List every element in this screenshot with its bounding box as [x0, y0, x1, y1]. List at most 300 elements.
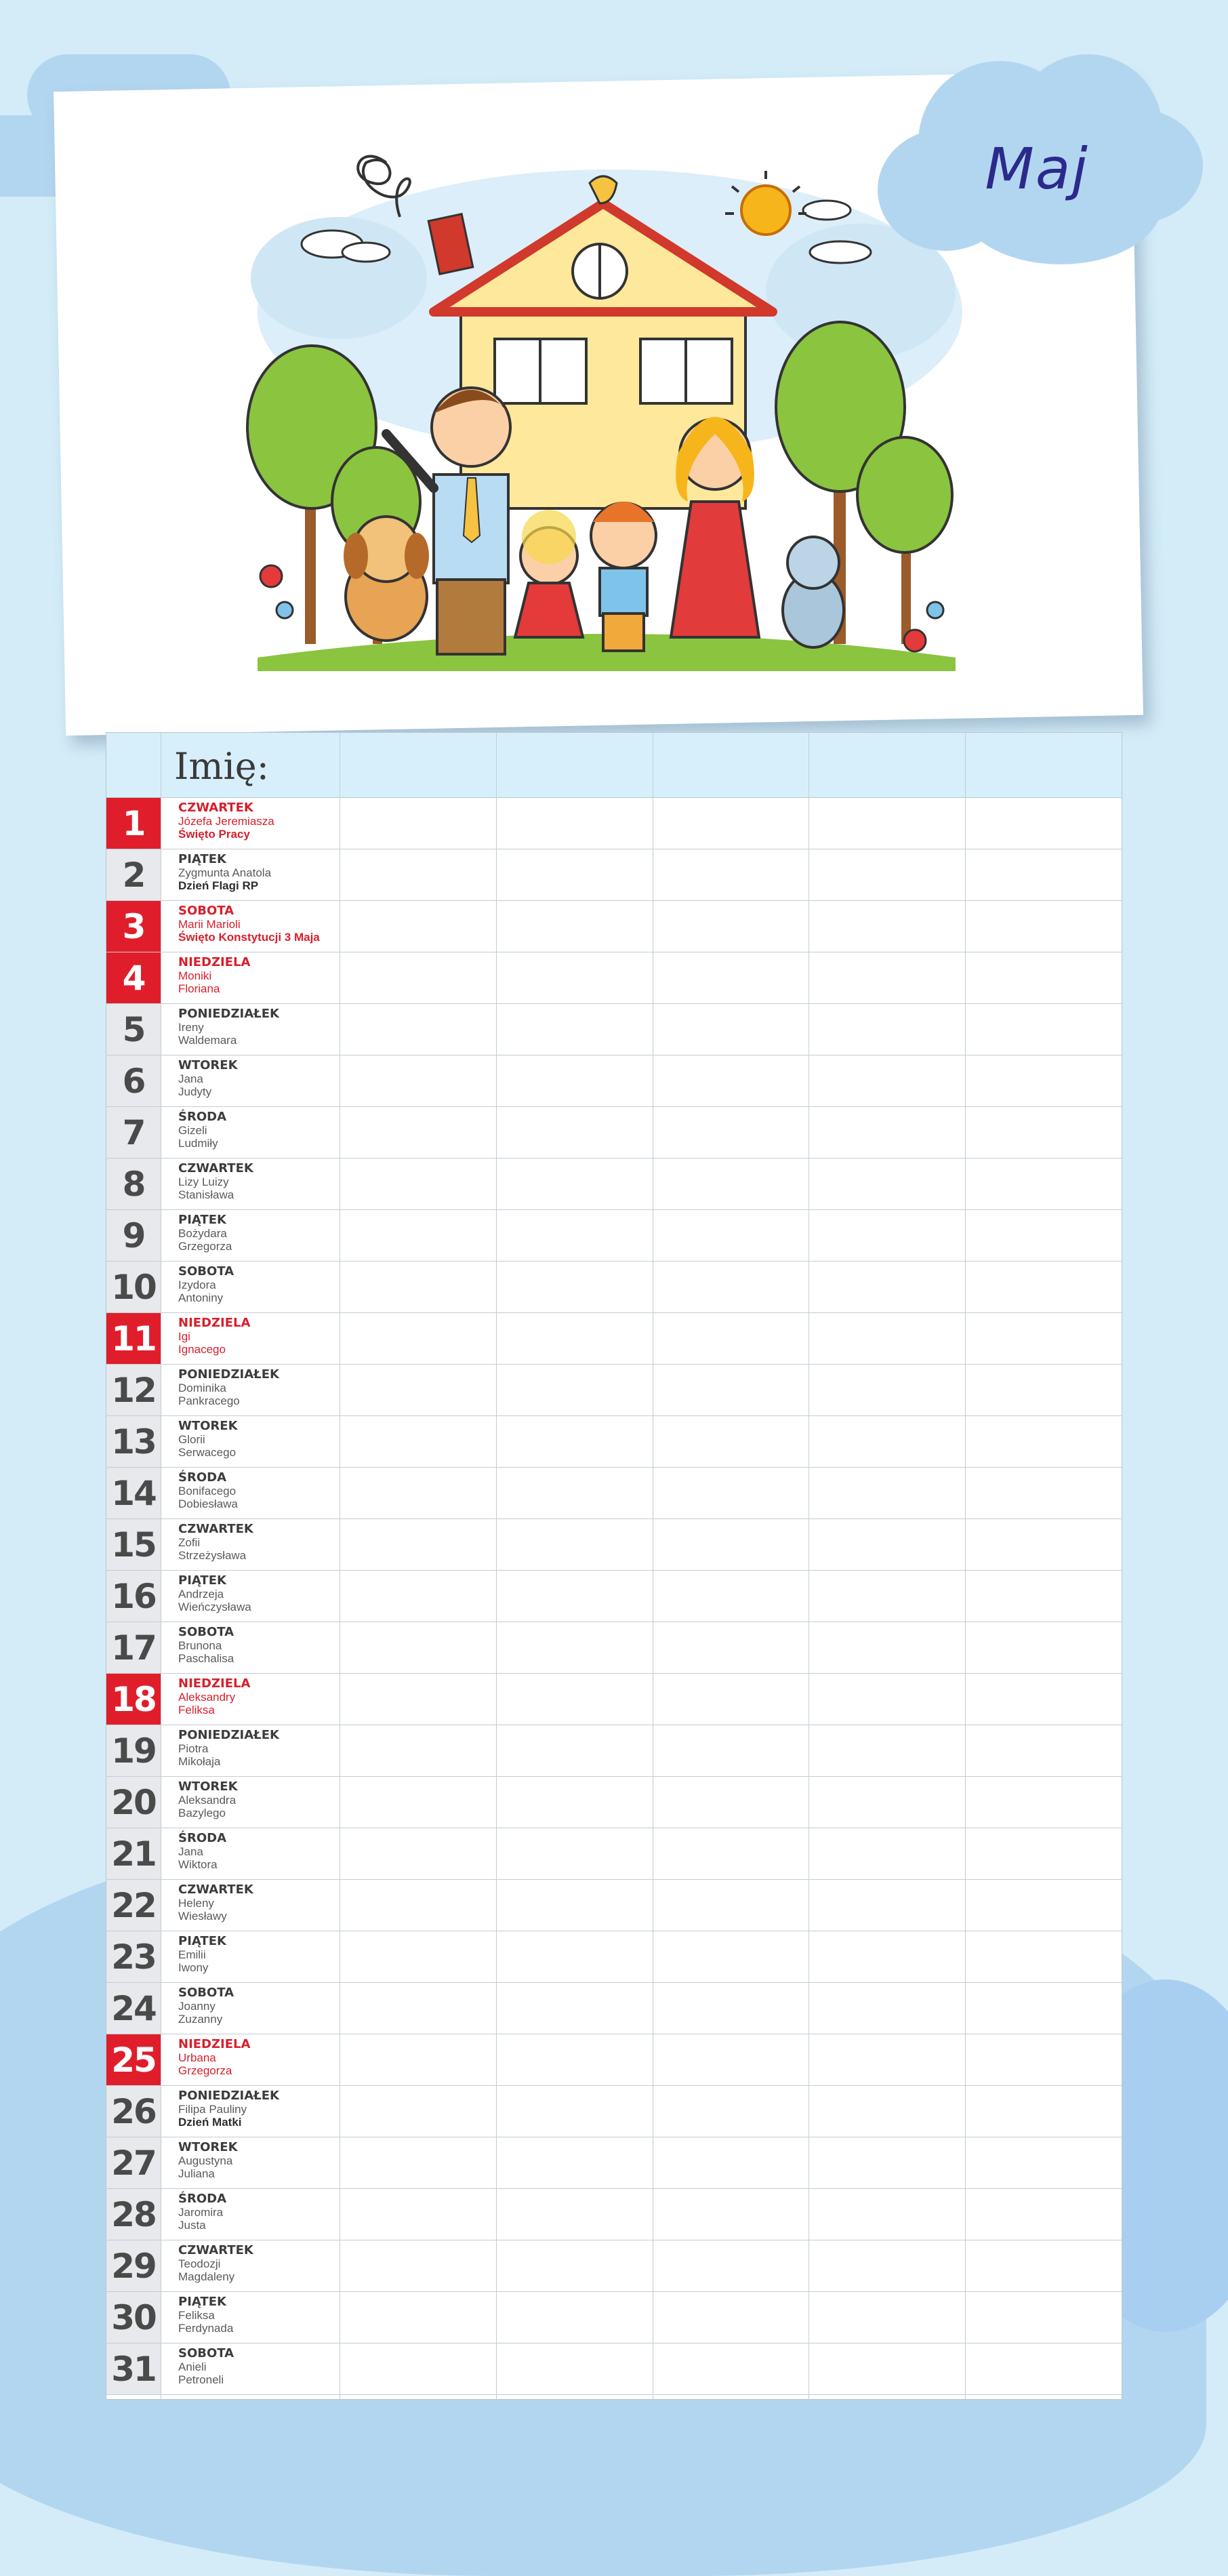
day-number: 17: [106, 1622, 161, 1673]
weekday-label: CZWARTEK: [178, 801, 253, 815]
name-day-label: Wieńczysława: [178, 1601, 251, 1613]
entry-cell[interactable]: [965, 798, 1121, 849]
day-info: [178, 2295, 341, 2335]
weekday-label: CZWARTEK: [178, 2243, 253, 2257]
entry-cell[interactable]: [653, 2137, 809, 2188]
entry-cell[interactable]: [653, 1983, 809, 2034]
entry-cell[interactable]: [965, 1210, 1121, 1261]
day-row: [106, 1159, 1122, 1210]
day-row: [106, 1725, 1122, 1777]
name-day-label: Zygmunta Anatola: [178, 866, 272, 879]
entry-cell[interactable]: [497, 901, 653, 952]
entry-cell[interactable]: [340, 798, 496, 849]
entry-cell[interactable]: [809, 2240, 965, 2291]
day-info: [178, 2346, 341, 2386]
entry-cell[interactable]: [340, 2086, 496, 2137]
entry-cell[interactable]: [809, 1519, 965, 1570]
entry-cell[interactable]: [340, 2292, 496, 2343]
entry-cell[interactable]: [497, 1159, 653, 1209]
day-number: 30: [106, 2292, 161, 2343]
name-day-label: Floriana: [178, 982, 220, 995]
day-info: [178, 2243, 341, 2283]
name-day-label: Ludmiły: [178, 1137, 218, 1150]
entry-cell[interactable]: [497, 1004, 653, 1055]
entry-cell[interactable]: [809, 1210, 965, 1261]
entry-cell[interactable]: [340, 849, 496, 900]
entry-cell[interactable]: [965, 1828, 1121, 1879]
name-day-label: Antoniny: [178, 1291, 224, 1304]
entry-cell[interactable]: [809, 1828, 965, 1879]
entry-cell[interactable]: [497, 1725, 653, 1776]
entry-cell[interactable]: [653, 1828, 809, 1879]
name-day-label: Bazylego: [178, 1807, 226, 1819]
day-info: [178, 2089, 341, 2129]
day-number: 19: [106, 1725, 161, 1776]
entry-cell[interactable]: [653, 1931, 809, 1982]
entry-cell[interactable]: [497, 1828, 653, 1879]
entry-cell[interactable]: [340, 1519, 496, 1570]
entry-cell[interactable]: [653, 1262, 809, 1312]
weekday-label: PIĄTEK: [178, 2295, 226, 2309]
name-day-label: Jana: [178, 1072, 203, 1085]
day-info: [178, 1522, 341, 1562]
name-day-label: Ferdynada: [178, 2322, 234, 2335]
entry-cell[interactable]: [497, 1777, 653, 1828]
entry-cell[interactable]: [809, 1983, 965, 2034]
day-info: [178, 1986, 341, 2026]
entry-cell[interactable]: [340, 1313, 496, 1364]
name-day-label: Paschalisa: [178, 1652, 234, 1665]
weekday-label: SOBOTA: [178, 2346, 234, 2360]
entry-cell[interactable]: [809, 1313, 965, 1364]
day-info: [178, 904, 341, 944]
entry-cell[interactable]: [497, 849, 653, 900]
entry-cell[interactable]: [809, 2189, 965, 2240]
day-number: 9: [106, 1210, 161, 1261]
name-day-label: Feliksa: [178, 1704, 215, 1716]
weekday-label: ŚRODA: [178, 1470, 226, 1485]
name-day-label: Teodozji: [178, 2257, 221, 2270]
entry-cell[interactable]: [809, 1725, 965, 1776]
weekday-label: NIEDZIELA: [178, 1316, 251, 1330]
entry-cell[interactable]: [497, 1313, 653, 1364]
entry-cell[interactable]: [340, 1107, 496, 1158]
entry-cell[interactable]: [340, 1055, 496, 1106]
entry-cell[interactable]: [809, 1622, 965, 1673]
holiday-event-label: Święto Pracy: [178, 828, 250, 841]
day-info: [178, 1110, 341, 1150]
entry-cell[interactable]: [809, 1004, 965, 1055]
name-day-label: Glorii: [178, 1433, 205, 1446]
entry-cell[interactable]: [497, 1983, 653, 2034]
entry-cell[interactable]: [965, 1055, 1121, 1106]
day-number: 5: [106, 1004, 161, 1055]
entry-cell[interactable]: [809, 1468, 965, 1518]
entry-cell[interactable]: [340, 1468, 496, 1518]
entry-cell[interactable]: [497, 2240, 653, 2291]
entry-cell[interactable]: [497, 798, 653, 849]
day-number: 21: [106, 1828, 161, 1879]
entry-cell[interactable]: [340, 2137, 496, 2188]
weekday-label: PIĄTEK: [178, 852, 226, 866]
entry-cell[interactable]: [653, 1880, 809, 1931]
day-info: [178, 1676, 341, 1716]
name-day-label: Stanisława: [178, 1188, 234, 1201]
name-day-label: Bożydara: [178, 1227, 227, 1240]
entry-cell[interactable]: [653, 2189, 809, 2240]
entry-cell[interactable]: [653, 1571, 809, 1622]
name-day-label: Grzegorza: [178, 1240, 232, 1253]
entry-cell[interactable]: [965, 1983, 1121, 2034]
entry-cell[interactable]: [809, 1880, 965, 1931]
day-info: [178, 1419, 341, 1459]
entry-cell[interactable]: [340, 901, 496, 952]
entry-cell[interactable]: [809, 2086, 965, 2137]
day-row: [106, 1210, 1122, 1262]
day-info: [178, 1264, 341, 1304]
entry-cell[interactable]: [497, 1210, 653, 1261]
entry-cell[interactable]: [340, 1159, 496, 1209]
day-info: [178, 2192, 341, 2232]
day-row: [106, 1313, 1122, 1365]
entry-cell[interactable]: [497, 2034, 653, 2085]
entry-cell[interactable]: [340, 1880, 496, 1931]
entry-cell[interactable]: [809, 2137, 965, 2188]
entry-cell[interactable]: [340, 1931, 496, 1982]
day-info: [178, 1470, 341, 1510]
entry-cell[interactable]: [809, 1055, 965, 1106]
entry-cell[interactable]: [965, 2343, 1121, 2394]
entry-cell[interactable]: [497, 1880, 653, 1931]
day-row: [106, 952, 1122, 1004]
name-day-label: Dominika: [178, 1382, 226, 1394]
day-row: [106, 1468, 1122, 1519]
entry-cell[interactable]: [809, 2292, 965, 2343]
name-day-label: Izydora: [178, 1279, 216, 1291]
entry-cell[interactable]: [340, 2240, 496, 2291]
entry-cell[interactable]: [965, 1571, 1121, 1622]
name-day-label: Heleny: [178, 1897, 214, 1910]
name-day-label: Andrzeja: [178, 1588, 224, 1601]
entry-cell[interactable]: [340, 1416, 496, 1467]
entry-cell[interactable]: [497, 2189, 653, 2240]
entry-cell[interactable]: [340, 1828, 496, 1879]
day-number: 4: [106, 952, 161, 1003]
day-number: 27: [106, 2137, 161, 2188]
entry-cell[interactable]: [965, 952, 1121, 1003]
entry-cell[interactable]: [497, 1416, 653, 1467]
entry-cell[interactable]: [965, 1931, 1121, 1982]
entry-cell[interactable]: [965, 1880, 1121, 1931]
entry-cell[interactable]: [653, 1622, 809, 1673]
entry-cell[interactable]: [965, 849, 1121, 900]
day-row: [106, 2086, 1122, 2137]
entry-cell[interactable]: [653, 1777, 809, 1828]
entry-cell[interactable]: [965, 2137, 1121, 2188]
entry-cell[interactable]: [653, 1365, 809, 1415]
day-info: [178, 1779, 341, 1819]
day-info: [178, 1367, 341, 1407]
entry-cell[interactable]: [965, 1313, 1121, 1364]
entry-cell[interactable]: [653, 1468, 809, 1518]
name-day-label: Lizy Luizy: [178, 1175, 229, 1188]
entry-cell[interactable]: [653, 1004, 809, 1055]
day-info: [178, 1161, 341, 1201]
day-row: [106, 2292, 1122, 2343]
entry-cell[interactable]: [653, 1159, 809, 1209]
weekday-label: SOBOTA: [178, 1625, 234, 1639]
entry-cell[interactable]: [340, 1004, 496, 1055]
mother-icon: [671, 417, 759, 637]
day-row: [106, 1107, 1122, 1159]
entry-cell[interactable]: [809, 849, 965, 900]
day-number: 16: [106, 1571, 161, 1622]
entry-cell[interactable]: [340, 1983, 496, 2034]
weekday-label: SOBOTA: [178, 904, 234, 918]
day-number: 8: [106, 1159, 161, 1209]
day-number: 12: [106, 1365, 161, 1415]
day-number: 14: [106, 1468, 161, 1518]
day-number: 18: [106, 1674, 161, 1725]
day-row: [106, 2137, 1122, 2189]
entry-cell[interactable]: [809, 1159, 965, 1209]
entry-cell[interactable]: [653, 1416, 809, 1467]
weekday-label: PIĄTEK: [178, 1213, 226, 1227]
entry-cell[interactable]: [809, 1416, 965, 1467]
entry-cell[interactable]: [497, 1365, 653, 1415]
day-row: [106, 901, 1122, 952]
day-number: 28: [106, 2189, 161, 2240]
entry-cell[interactable]: [809, 798, 965, 849]
calendar-table: [106, 732, 1122, 2400]
day-info: [178, 1728, 341, 1768]
name-day-label: Józefa Jeremiasza: [178, 815, 274, 828]
weekday-label: PONIEDZIAŁEK: [178, 1728, 279, 1742]
weekday-label: ŚRODA: [178, 1110, 226, 1124]
day-number: 2: [106, 849, 161, 900]
name-day-label: Justa: [178, 2219, 206, 2232]
weekday-label: NIEDZIELA: [178, 2037, 251, 2051]
entry-cell[interactable]: [497, 952, 653, 1003]
name-day-label: Juliana: [178, 2167, 215, 2180]
entry-cell[interactable]: [965, 1262, 1121, 1312]
entry-cell[interactable]: [965, 1416, 1121, 1467]
name-day-label: Joanny: [178, 2000, 216, 2013]
weekday-label: PONIEDZIAŁEK: [178, 1007, 279, 1021]
name-day-label: Magdaleny: [178, 2270, 235, 2283]
entry-cell[interactable]: [809, 1674, 965, 1725]
entry-cell[interactable]: [809, 901, 965, 952]
day-row: [106, 1519, 1122, 1571]
day-number: 26: [106, 2086, 161, 2137]
name-day-label: Aleksandra: [178, 1794, 237, 1807]
weekday-label: ŚRODA: [178, 2192, 226, 2206]
entry-cell[interactable]: [340, 1622, 496, 1673]
entry-cell[interactable]: [809, 952, 965, 1003]
holiday-event-label: Dzień Matki: [178, 2116, 242, 2129]
weekday-label: PONIEDZIAŁEK: [178, 2089, 279, 2103]
day-info: [178, 1213, 341, 1253]
name-day-label: Grzegorza: [178, 2064, 232, 2077]
holiday-event-label: Święto Konstytucji 3 Maja: [178, 931, 320, 944]
entry-cell[interactable]: [965, 1622, 1121, 1673]
entry-cell[interactable]: [809, 1777, 965, 1828]
day-number: 3: [106, 901, 161, 952]
day-row: [106, 1880, 1122, 1931]
entry-cell[interactable]: [653, 2343, 809, 2394]
day-number: 20: [106, 1777, 161, 1828]
entry-cell[interactable]: [340, 1262, 496, 1312]
month-title: Maj: [985, 136, 1089, 202]
day-info: [178, 801, 341, 841]
name-day-label: Zuzanny: [178, 2013, 223, 2026]
entry-cell[interactable]: [809, 1262, 965, 1312]
entry-cell[interactable]: [653, 952, 809, 1003]
entry-cell[interactable]: [497, 1674, 653, 1725]
name-day-label: Anieli: [178, 2360, 207, 2373]
entry-cell[interactable]: [965, 901, 1121, 952]
entry-cell[interactable]: [653, 901, 809, 952]
entry-cell[interactable]: [965, 1365, 1121, 1415]
entry-cell[interactable]: [965, 1004, 1121, 1055]
entry-cell[interactable]: [809, 2343, 965, 2394]
entry-cell[interactable]: [965, 2292, 1121, 2343]
entry-cell[interactable]: [809, 1571, 965, 1622]
day-rows: [106, 798, 1122, 2395]
day-info: [178, 1058, 341, 1098]
entry-cell[interactable]: [809, 1931, 965, 1982]
entry-cell[interactable]: [965, 2189, 1121, 2240]
entry-cell[interactable]: [340, 1365, 496, 1415]
day-row: [106, 1365, 1122, 1416]
day-number: 6: [106, 1055, 161, 1106]
entry-cell[interactable]: [497, 1931, 653, 1982]
entry-cell[interactable]: [809, 1365, 965, 1415]
entry-cell[interactable]: [497, 2137, 653, 2188]
entry-cell[interactable]: [653, 1519, 809, 1570]
name-day-label: Igi: [178, 1330, 190, 1343]
day-info: [178, 1934, 341, 1974]
entry-cell[interactable]: [653, 1055, 809, 1106]
name-day-label: Wiktora: [178, 1858, 218, 1871]
day-number: 23: [106, 1931, 161, 1982]
entry-cell[interactable]: [653, 1313, 809, 1364]
entry-cell[interactable]: [653, 849, 809, 900]
entry-cell[interactable]: [965, 2240, 1121, 2291]
name-day-label: Brunona: [178, 1639, 222, 1652]
weekday-label: CZWARTEK: [178, 1522, 253, 1536]
day-number: 13: [106, 1416, 161, 1467]
entry-cell[interactable]: [965, 2086, 1121, 2137]
entry-cell[interactable]: [965, 1468, 1121, 1518]
entry-cell[interactable]: [497, 2292, 653, 2343]
entry-cell[interactable]: [340, 1571, 496, 1622]
day-info: [178, 1316, 341, 1356]
name-day-label: Moniki: [178, 969, 212, 982]
entry-cell[interactable]: [809, 2034, 965, 2085]
day-row: [106, 798, 1122, 849]
day-row: [106, 1828, 1122, 1880]
boy-icon: [591, 502, 656, 651]
entry-cell[interactable]: [809, 1107, 965, 1158]
entry-cell[interactable]: [340, 2343, 496, 2394]
name-day-label: Marii Marioli: [178, 918, 241, 931]
entry-cell[interactable]: [965, 1674, 1121, 1725]
entry-cell[interactable]: [653, 1725, 809, 1776]
day-row: [106, 1571, 1122, 1622]
weekday-label: NIEDZIELA: [178, 1676, 251, 1691]
name-day-label: Feliksa: [178, 2309, 215, 2322]
entry-cell[interactable]: [965, 2034, 1121, 2085]
entry-cell[interactable]: [965, 1107, 1121, 1158]
entry-cell[interactable]: [497, 2343, 653, 2394]
entry-cell[interactable]: [653, 2292, 809, 2343]
name-day-label: Aleksandry: [178, 1691, 236, 1704]
entry-cell[interactable]: [340, 1777, 496, 1828]
weekday-label: WTOREK: [178, 1779, 238, 1794]
table-header: [106, 733, 1122, 798]
day-info: [178, 1625, 341, 1665]
day-number: 24: [106, 1983, 161, 2034]
entry-cell[interactable]: [653, 1674, 809, 1725]
day-number: 10: [106, 1262, 161, 1312]
day-row: [106, 1777, 1122, 1828]
entry-cell[interactable]: [340, 2189, 496, 2240]
weekday-label: WTOREK: [178, 2140, 238, 2154]
entry-cell[interactable]: [653, 1107, 809, 1158]
entry-cell[interactable]: [965, 1725, 1121, 1776]
entry-cell[interactable]: [497, 1262, 653, 1312]
entry-cell[interactable]: [497, 1622, 653, 1673]
entry-cell[interactable]: [965, 1159, 1121, 1209]
entry-cell[interactable]: [340, 1674, 496, 1725]
entry-cell[interactable]: [653, 798, 809, 849]
weekday-label: PIĄTEK: [178, 1934, 226, 1948]
day-row: [106, 1622, 1122, 1674]
entry-cell[interactable]: [497, 1107, 653, 1158]
name-day-label: Strzeżysława: [178, 1549, 247, 1562]
weekday-label: PIĄTEK: [178, 1573, 226, 1588]
entry-cell[interactable]: [497, 2086, 653, 2137]
day-info: [178, 955, 341, 995]
entry-cell[interactable]: [965, 1777, 1121, 1828]
entry-cell[interactable]: [340, 1210, 496, 1261]
weekday-label: WTOREK: [178, 1058, 238, 1072]
entry-cell[interactable]: [340, 952, 496, 1003]
weekday-label: PONIEDZIAŁEK: [178, 1367, 279, 1382]
entry-cell[interactable]: [340, 1725, 496, 1776]
entry-cell[interactable]: [653, 2240, 809, 2291]
name-day-label: Dobiesława: [178, 1497, 238, 1510]
entry-cell[interactable]: [497, 1055, 653, 1106]
day-number: 31: [106, 2343, 161, 2394]
entry-cell[interactable]: [497, 1519, 653, 1570]
weekday-label: WTOREK: [178, 1419, 238, 1433]
entry-cell[interactable]: [965, 1519, 1121, 1570]
name-day-label: Filipa Pauliny: [178, 2103, 247, 2116]
weekday-label: ŚRODA: [178, 1831, 226, 1845]
weekday-label: CZWARTEK: [178, 1161, 253, 1175]
entry-cell[interactable]: [653, 2086, 809, 2137]
entry-cell[interactable]: [497, 1571, 653, 1622]
entry-cell[interactable]: [497, 1468, 653, 1518]
day-number: 29: [106, 2240, 161, 2291]
entry-cell[interactable]: [653, 1210, 809, 1261]
name-day-label: Iwony: [178, 1961, 209, 1974]
entry-cell[interactable]: [653, 2034, 809, 2085]
entry-cell[interactable]: [340, 2034, 496, 2085]
day-number: 11: [106, 1313, 161, 1364]
